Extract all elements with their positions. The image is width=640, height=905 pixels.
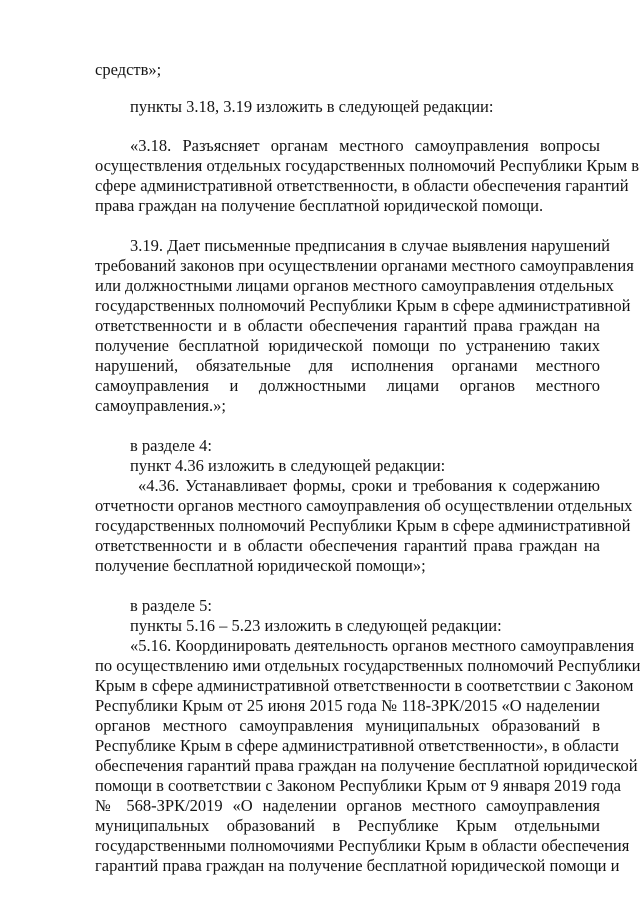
text-line: осуществления отдельных государственных полномочий Республики Крым в <box>95 156 640 175</box>
text-line: обеспечения гарантий права граждан на получение бесплатной юридической <box>95 756 638 775</box>
text-line: пункт 4.36 изложить в следующей редакции: <box>130 456 446 475</box>
text-line: самоуправления и должностными лицами органов местного <box>95 376 600 395</box>
text-line: получение бесплатной юридической помощи по устранению таких <box>95 336 600 355</box>
text-line: пункты 3.18, 3.19 изложить в следующей редакции: <box>130 97 494 116</box>
text-line: получение бесплатной юридической помощи»; <box>95 556 426 575</box>
text-line: Республики Крым от 25 июня 2015 года № 118-ЗРК/2015 «О наделении <box>95 696 600 715</box>
text-line: № 568-ЗРК/2019 «О наделении органов местного самоуправления <box>95 796 600 815</box>
text-line: помощи в соответствии с Законом Республики Крым от 9 января 2019 года <box>95 776 621 795</box>
text-line: «5.16. Координировать деятельность органов местного самоуправления <box>130 636 635 655</box>
text-line: муниципальных образований в Республике Крым отдельными <box>95 816 600 835</box>
text-line: ответственности и в области обеспечения гарантий права граждан на <box>95 536 600 555</box>
text-line: государственными полномочиями Республики Крым в области обеспечения <box>95 836 630 855</box>
text-line: в разделе 4: <box>130 436 212 455</box>
text-line: органов местного самоуправления муниципальных образований в <box>95 716 600 735</box>
text-line: права граждан на получение бесплатной юридической помощи. <box>95 196 544 215</box>
text-line: ответственности и в области обеспечения гарантий права граждан на <box>95 316 600 335</box>
text-line: гарантий права граждан на получение бесплатной юридической помощи и <box>95 856 620 875</box>
text-line: в разделе 5: <box>130 596 212 615</box>
text-line: или должностными лицами органов местного самоуправления отдельных <box>95 276 614 295</box>
text-line: отчетности органов местного самоуправления об осуществлении отдельных <box>95 496 633 515</box>
text-line: государственных полномочий Республики Крым в сфере административной <box>95 516 631 535</box>
text-line: сфере административной ответственности, в области обеспечения гарантий <box>95 176 629 195</box>
text-line: государственных полномочий Республики Крым в сфере административной <box>95 296 631 315</box>
text-line: требований законов при осуществлении органами местного самоуправления <box>95 256 634 275</box>
text-line: средств»; <box>95 60 162 79</box>
text-line: Республике Крым в сфере административной ответственности», в области <box>95 736 619 755</box>
text-line: нарушений, обязательные для исполнения органами местного <box>95 356 600 375</box>
text-line: самоуправления.»; <box>95 396 226 415</box>
text-line: «3.18. Разъясняет органам местного самоуправления вопросы <box>130 136 600 155</box>
text-line: Крым в сфере административной ответственности в соответствии с Законом <box>95 676 634 695</box>
text-line: по осуществлению ими отдельных государственных полномочий Республики <box>95 656 640 675</box>
text-line: «4.36. Устанавливает формы, сроки и требования к содержанию <box>138 476 600 495</box>
text-line: 3.19. Дает письменные предписания в случае выявления нарушений <box>130 236 611 255</box>
text-line: пункты 5.16 – 5.23 изложить в следующей редакции: <box>130 616 502 635</box>
